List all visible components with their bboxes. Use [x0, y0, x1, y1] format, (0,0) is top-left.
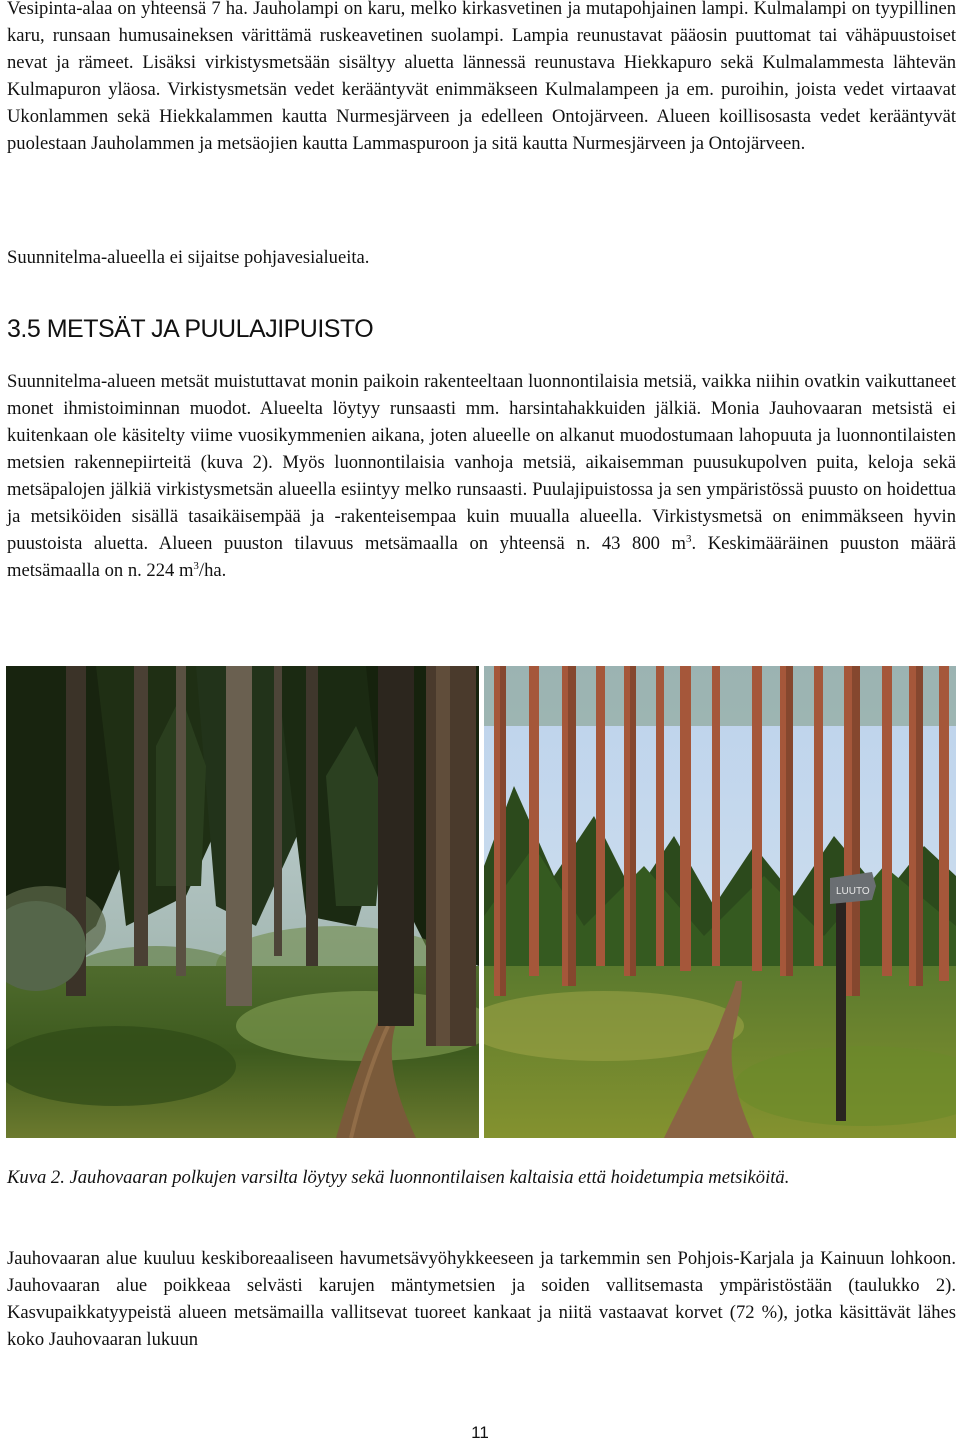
sign-label: LUUTO [836, 886, 870, 897]
paragraph-forests-part-c: /ha. [198, 560, 227, 581]
paragraph-forests-part-b: . Keskimääräinen puuston määrä metsämaalla on n. 224 m [7, 533, 957, 581]
section-heading: 3.5 METSÄT JA PUULAJIPUISTO [7, 315, 374, 343]
figure-caption: Kuva 2. Jauhovaaran polkujen varsilta löytyy sekä luonnontilaisen kaltaisia että hoidetumpia metsiköitä. [7, 1167, 790, 1188]
superscript-cubic-b: 3 [193, 560, 199, 572]
page-number: 11 [471, 1423, 489, 1442]
paragraph-water-areas: Vesipinta-alaa on yhteensä 7 ha. Jauholampi on karu, melko kirkasvetinen ja mutapohjainen lampi. Kulmalampi on tyypillinen karu, runsaan humusaineksen värittämä ruskeavetinen suolampi. Lampia reunustavat pääosin puuttomat tai vähäpuustoiset nevat ja rämeet. Lisäksi virkistysmetsään sisältyy aluetta lännessä reunustava Hiekkapuro sekä Kulmalammesta lähtevän Kulmapuron yläosa. Virkistysmetsän vedet kerääntyvät enimmäkseen Kulmalampeen ja em. puroihin, joista vedet virtaavat Ukonlammen sekä Hiekkalammen kautta Nurmesjärveen ja edelleen Ontojärveen. Alueen koillisosasta vedet kerääntyvät puolestaan Jauholammen ja metsäojien kautta Lammaspuroon ja sitä kautta Nurmesjärveen ja Ontojärveen. [7, 0, 956, 154]
photo-natural-forest [6, 666, 479, 1138]
paragraph-forests-part-a: Suunnitelma-alueen metsät muistuttavat monin paikoin rakenteeltaan luonnontilaisia metsiä, vaikka niihin ovatkin vaikuttaneet monet ihmistoiminnan muodot. Alueelta löytyy runsaasti mm. harsintahakkuiden jälkiä. Monia Jauhovaaran metsistä ei kuitenkaan ole käsitelty viime vuosikymmenien aikana, joten alueelle on alkanut muodostumaan lahopuuta ja luonnontilaisten metsien rakennepiirteitä (kuva 2). Myös luonnontilaisia vanhoja metsiä, aikaisemman puusukupolven puita, keloja sekä metsäpalojen jälkiä virkistysmetsän alueella esiintyy melko runsaasti. Puulajipuistossa ja sen ympäristössä puusto on hoidettua ja metsiköiden sisällä tasaikäisempää ja -rakenteisempaa kuin muualla alueella. Virkistysmetsä on enimmäkseen hyvin puustoista aluetta. Alueen puuston tilavuus metsämaalla on yhteensä n. 43 800 m [7, 371, 956, 554]
paragraph-forests [7, 368, 956, 584]
photo-managed-forest [484, 666, 956, 1138]
paragraph-groundwater: Suunnitelma-alueella ei sijaitse pohjavesialueita. [7, 247, 370, 268]
paragraph-forest-zone: Jauhovaaran alue kuuluu keskiboreaaliseen havumetsävyöhykkeeseen ja tarkemmin sen Pohjois-Karjala ja Kainuun lohkoon. Jauhovaaran alue poikkeaa selvästi karujen mäntymetsien ja soiden vallitsemasta ympäristöstään (taulukko 2). Kasvupaikkatyypeistä alueen metsämailla vallitsevat tuoreet kankaat ja niitä vastaavat korvet (72 %), jotka käsittävät lähes koko Jauhovaaran lukuun [7, 1248, 956, 1350]
superscript-cubic-a: 3 [685, 533, 692, 545]
